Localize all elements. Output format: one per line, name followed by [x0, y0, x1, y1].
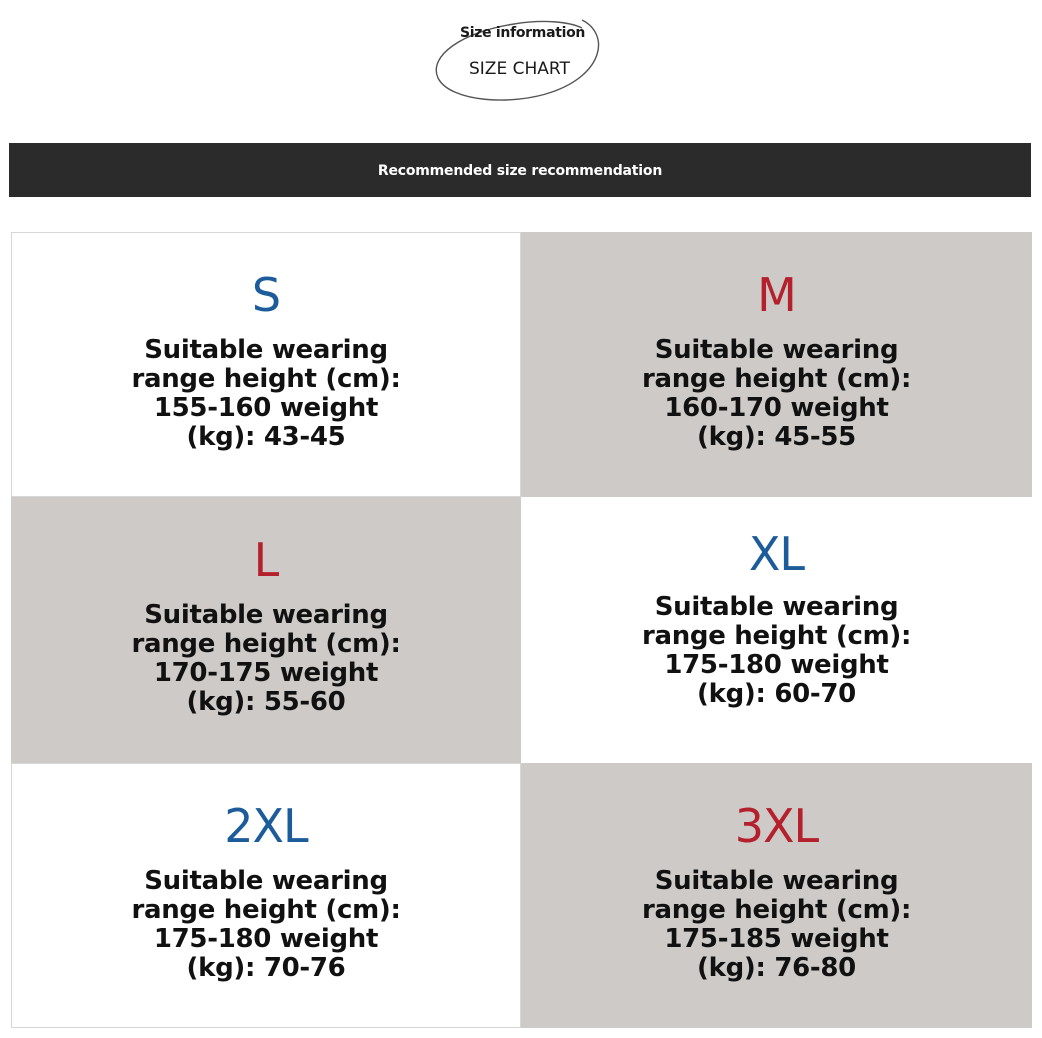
size-label: L	[253, 533, 279, 587]
size-description: Suitable wearing range height (cm): 175-180 weight (kg): 70-76	[131, 866, 401, 983]
logo-title: SIZE CHART	[469, 59, 570, 79]
size-card-l	[11, 497, 521, 763]
size-card-m	[521, 232, 1032, 497]
size-label: M	[757, 268, 796, 322]
banner-text: Recommended size recommendation	[377, 163, 663, 179]
logo-subtitle: Size information	[460, 25, 586, 41]
size-description: Suitable wearing range height (cm): 160-170 weight (kg): 45-55	[641, 335, 912, 452]
size-card-s	[11, 232, 521, 497]
size-chart-logo	[432, 12, 610, 104]
size-label: XL	[748, 527, 805, 581]
size-grid	[11, 232, 1032, 1028]
size-label: 2XL	[224, 799, 308, 853]
size-description: Suitable wearing range height (cm): 175-180 weight (kg): 60-70	[641, 592, 912, 709]
size-card-3xl	[521, 763, 1032, 1028]
size-card-2xl	[11, 763, 521, 1028]
size-card-xl	[521, 497, 1032, 763]
size-label: 3XL	[734, 799, 819, 853]
size-label: S	[251, 268, 281, 322]
recommendation-banner	[9, 143, 1031, 197]
size-description: Suitable wearing range height (cm): 175-185 weight (kg): 76-80	[641, 866, 912, 983]
size-description: Suitable wearing range height (cm): 155-160 weight (kg): 43-45	[131, 335, 401, 452]
size-description: Suitable wearing range height (cm): 170-175 weight (kg): 55-60	[131, 600, 401, 717]
